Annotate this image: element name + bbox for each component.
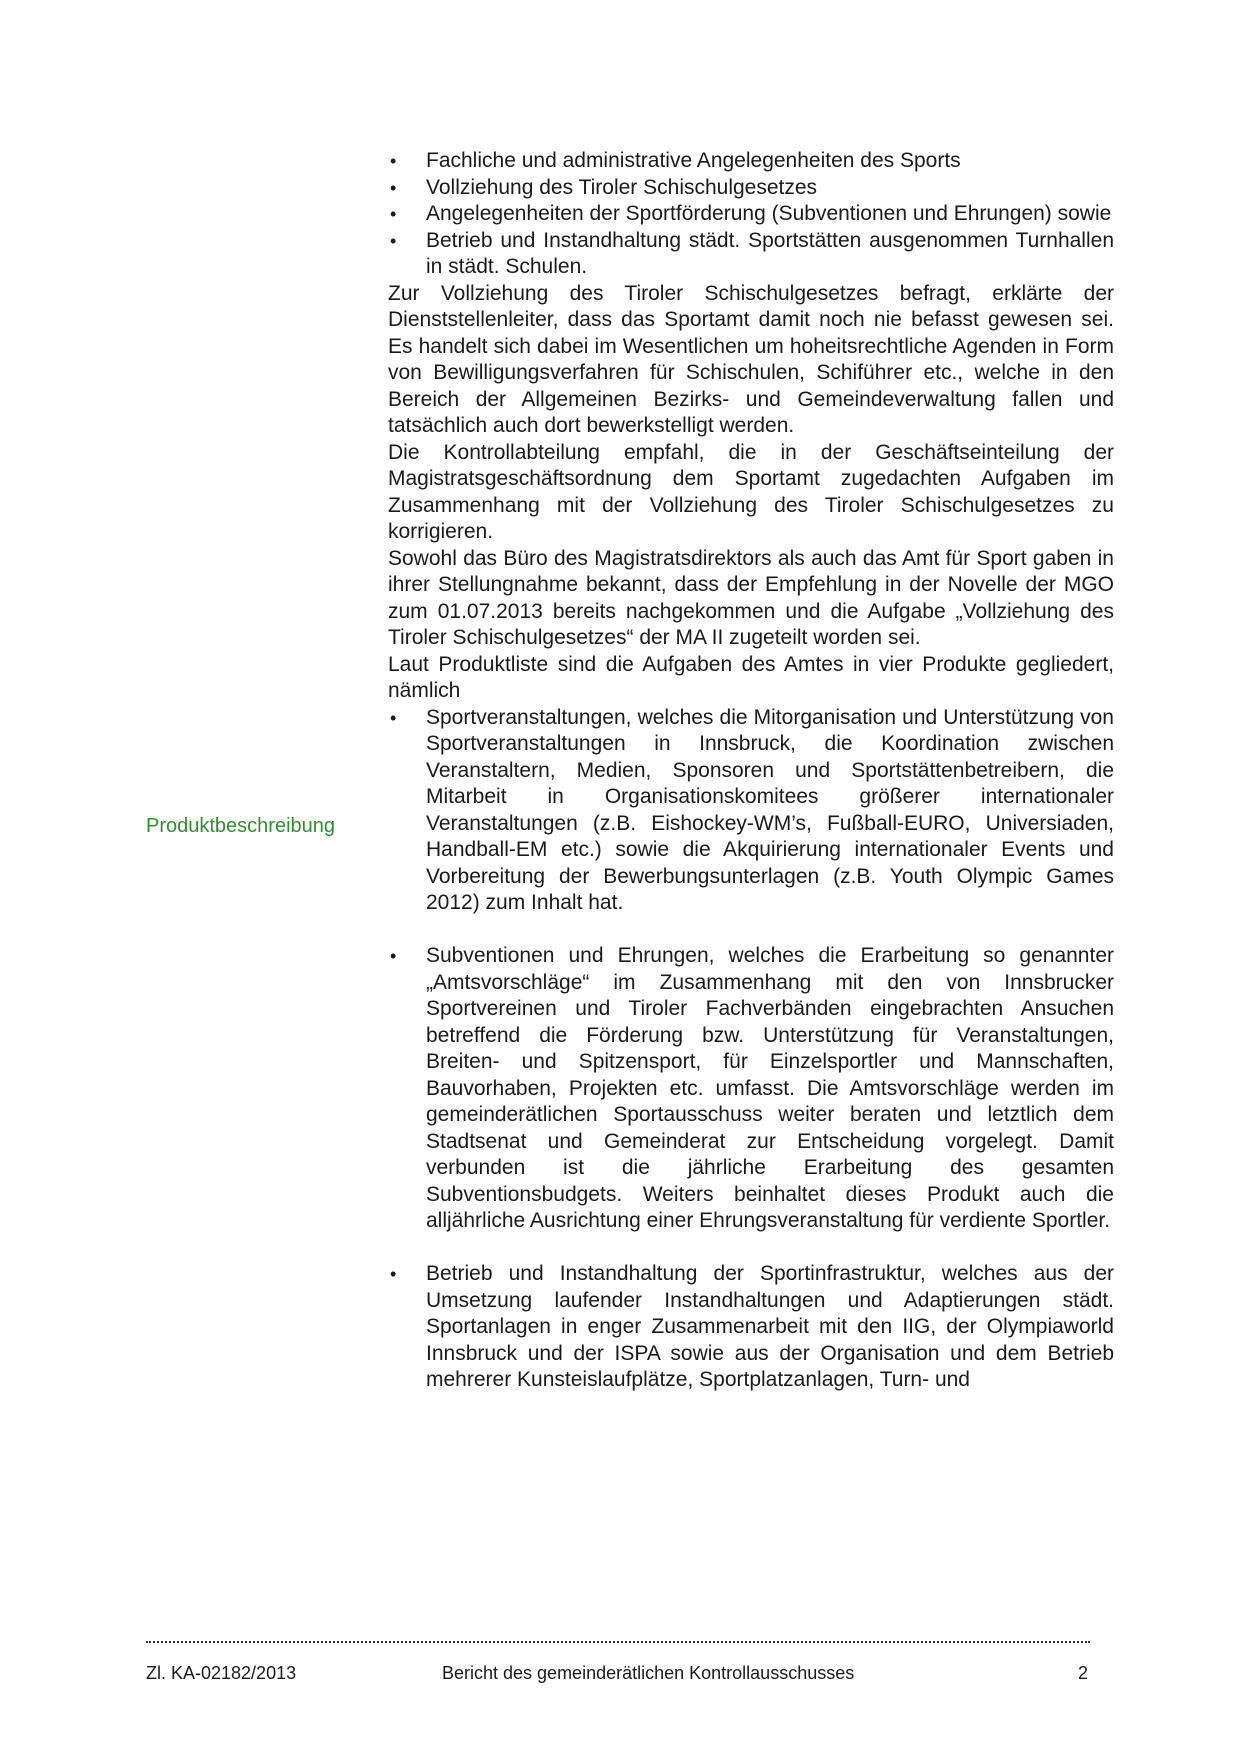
list-item: • Angelegenheiten der Sportförderung (Subventionen und Ehrungen) sowie (388, 201, 1114, 228)
footer-title: Bericht des gemeinderätlichen Kontrollausschusses (442, 1663, 855, 1683)
page-number: 2 (1077, 1663, 1088, 1683)
list-item: • Vollziehung des Tiroler Schischulgesetzes (388, 175, 1114, 202)
product-list (388, 705, 1114, 1394)
list-item: • Subventionen und Ehrungen, welches die Erarbeitung so genannter „Amtsvorschläge“ im Zusammenhang mit den von Innsbrucker Sportvereinen und Tiroler Fachverbänden eingebrachten Ansuchen betreffend die Förderung bzw. Unterstützung für Veranstaltungen, Breiten- und Spitzensport, für Einzelsportler und Mannschaften, Bauvorhaben, Projekten etc. umfasst. Die Amtsvorschläge werden im gemeinderätlichen Sportausschuss weiter beraten und letztlich dem Stadtsenat und Gemeinderat zur Entscheidung vorgelegt. Damit verbunden ist die jährliche Erarbeitung des gesamten Subventionsbudgets. Weiters beinhaltet dieses Produkt auch die alljährliche Ausrichtung einer Ehrungsveranstaltung für verdiente Sportler. (388, 943, 1114, 1235)
main-content (388, 148, 1114, 1394)
list-item: • Sportveranstaltungen, welches die Mitorganisation und Unterstützung von Sportveranstaltungen in Innsbruck, die Koordination zwischen Veranstaltern, Medien, Sponsoren und Sportstättenbetreibern, die Mitarbeit in Organisationskomitees größerer internationaler Veranstaltungen (z.B. Eishockey-WM’s, Fußball-EURO, Universiaden, Handball-EM etc.) sowie die Akquirierung internationaler Events und Vorbereitung der Bewerbungsunterlagen (z.B. Youth Olympic Games 2012) zum Inhalt hat. (388, 705, 1114, 917)
task-list (388, 148, 1114, 281)
margin-note: Produktbeschreibung (146, 815, 336, 837)
product-intro: Laut Produktliste sind die Aufgaben des Amtes in vier Produkte gegliedert, nämlich (388, 652, 1114, 702)
paragraph: Zur Vollziehung des Tiroler Schischulgesetzes befragt, erklärte der Dienststellenleiter, dass das Sportamt damit noch nie befasst gewesen sei. Es handelt sich dabei im Wesentlichen um hoheitsrechtliche Agenden in Form von Bewilligungsverfahren für Schischulen, Schiführer etc., welche in den Bereich der Allgemeinen Bezirks- und Gemeindeverwaltung fallen und tatsächlich auch dort bewerkstelligt werden. (388, 281, 1114, 437)
footer-reference: Zl. KA-02182/2013 (146, 1663, 297, 1683)
list-item: • Betrieb und Instandhaltung städt. Sportstätten ausgenommen Turnhallen in städt. Schulen. (388, 228, 1114, 281)
paragraph: Die Kontrollabteilung empfahl, die in der Geschäftseinteilung der Magistratsgeschäftsordnung dem Sportamt zugedachten Aufgaben im Zusammenhang mit der Vollziehung des Tiroler Schischulgesetzes zu korrigieren. (388, 440, 1114, 543)
page-footer (146, 1661, 1090, 1685)
footer-divider (146, 1641, 1090, 1643)
paragraph: Sowohl das Büro des Magistratsdirektors als auch das Amt für Sport gaben in ihrer Stellungnahme bekannt, dass der Empfehlung in der Novelle der MGO zum 01.07.2013 bereits nachgekommen und die Aufgabe „Vollziehung des Tiroler Schischulgesetzes“ der MA II zugeteilt worden sei. (388, 546, 1114, 649)
list-item: • Betrieb und Instandhaltung der Sportinfrastruktur, welches aus der Umsetzung laufender Instandhaltungen und Adaptierungen städt. Sportanlagen in enger Zusammenarbeit mit den IIG, der Olympiaworld Innsbruck und der ISPA sowie aus der Organisation und dem Betrieb mehrerer Kunsteislaufplätze, Sportplatzanlagen, Turn- und (388, 1261, 1114, 1394)
list-item: • Fachliche und administrative Angelegenheiten des Sports (388, 148, 1114, 175)
